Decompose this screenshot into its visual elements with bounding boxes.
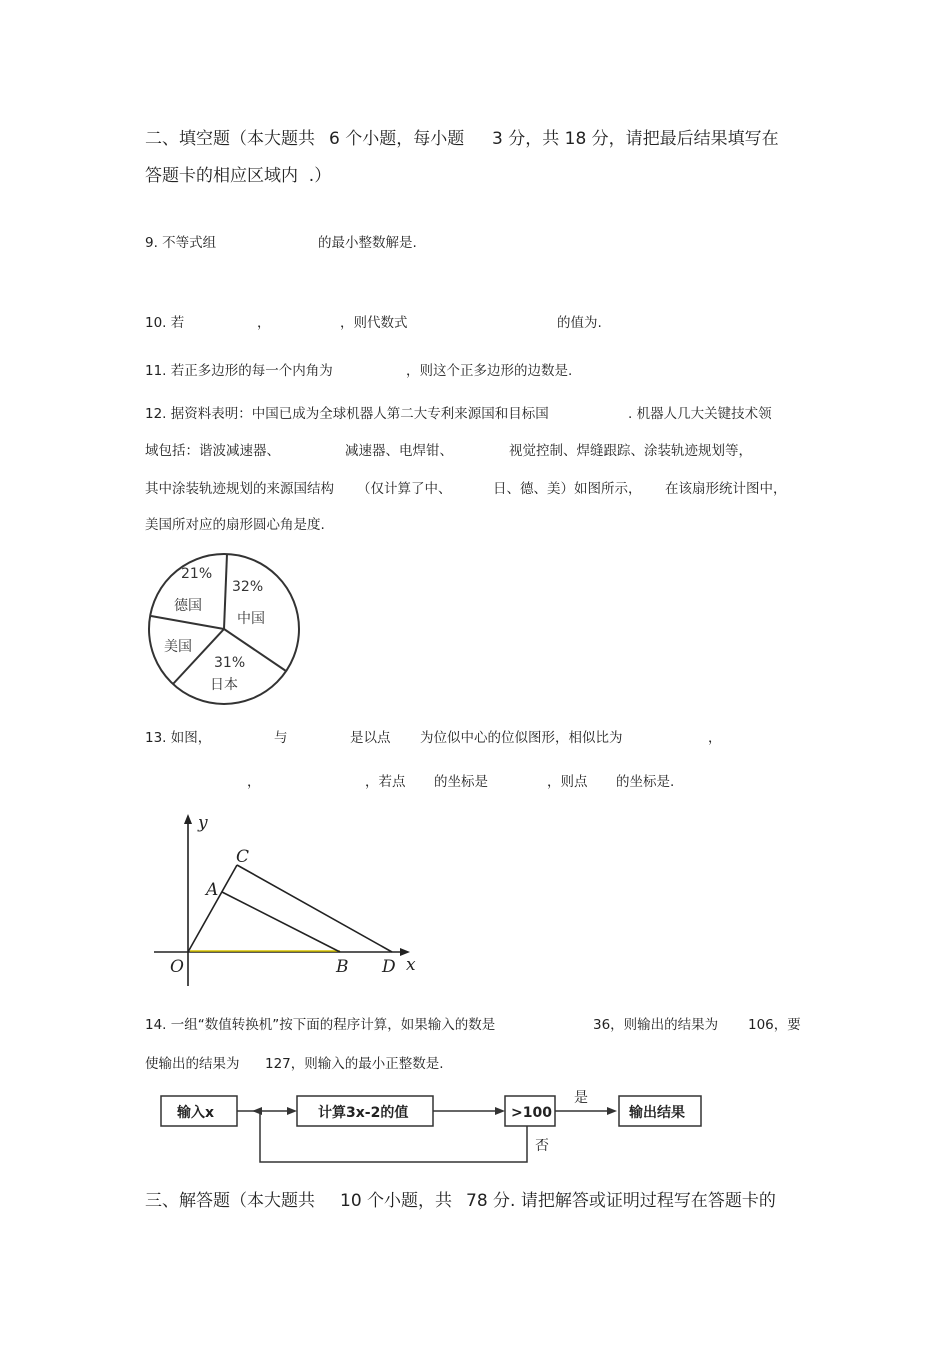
q11-text-b: ，则这个正多边形的边数是. xyxy=(406,363,573,379)
q12-line2-a: 域包括：谐波减速器、 xyxy=(145,443,280,459)
pie-figure xyxy=(140,550,310,710)
pie-label-japan-pct: 31% xyxy=(214,655,246,671)
section2-heading-line2: 答题卡的相应区域内 .） xyxy=(145,166,332,186)
pie-label-china-pct: 32% xyxy=(232,579,264,595)
q13-line1-b: 与 xyxy=(274,730,288,746)
section3-heading-part3: 78 分. 请把解答或证明过程写在答题卡的 xyxy=(466,1191,776,1211)
label-d: D xyxy=(382,957,396,977)
pie-label-china: 中国 xyxy=(237,611,265,627)
q14-line2-a: 使输出的结果为 xyxy=(145,1056,240,1072)
q14-line2-b: 127，则输入的最小正整数是. xyxy=(265,1056,444,1072)
q13-line1-a: 13. 如图， xyxy=(145,730,212,746)
flow-arrowhead-icon xyxy=(607,1107,617,1115)
pie-label-usa: 美国 xyxy=(164,639,192,655)
section3-heading-part2: 10 个小题，共 xyxy=(340,1191,453,1211)
label-c: C xyxy=(236,847,250,867)
q12-line4: 美国所对应的扇形圆心角是度. xyxy=(145,517,325,533)
section2-heading-part2: 6 个小题，每小题 xyxy=(329,129,465,149)
flow-arrowhead-icon xyxy=(252,1107,262,1115)
segment-oc xyxy=(188,865,237,952)
q11-text-a: 11. 若正多边形的每一个内角为 xyxy=(145,363,333,379)
flow-compute-label: 计算3x-2的值 xyxy=(318,1105,409,1121)
q14-line1-b: 36，则输出的结果为 xyxy=(593,1017,719,1033)
q12-line2-b: 减速器、电焊钳、 xyxy=(345,443,453,459)
q13-line2-c: 的坐标是 xyxy=(434,774,488,790)
section2-heading-part3: 3 分，共 18 分，请把最后结果填写在 xyxy=(492,129,779,149)
label-o: O xyxy=(170,957,184,977)
q10-text-a: 10. 若 xyxy=(145,315,185,331)
q12-line1-b: . 机器人几大关键技术领 xyxy=(628,406,772,422)
q13-line1-d: 为位似中心的位似图形，相似比为 xyxy=(420,730,623,746)
pie-label-japan: 日本 xyxy=(210,677,238,693)
q13-line2-a: ， xyxy=(247,774,261,790)
q10-text-d: 的值为. xyxy=(557,315,602,331)
q10-text-b: ， xyxy=(257,315,271,331)
q9-text-b: 的最小整数解是. xyxy=(318,235,417,251)
label-a: A xyxy=(206,880,219,900)
q13-line2-b: ，若点 xyxy=(365,774,406,790)
q12-line3-a: 其中涂装轨迹规划的来源国结构 xyxy=(145,481,334,497)
q12-line3-d: 在该扇形统计图中， xyxy=(665,481,787,497)
q13-line1-c: 是以点 xyxy=(350,730,391,746)
label-b: B xyxy=(336,957,349,977)
pie-label-germany: 德国 xyxy=(174,598,202,614)
section2-heading-part1: 二、填空题（本大题共 xyxy=(145,129,315,149)
q10-text-c: ，则代数式 xyxy=(340,315,408,331)
q13-line2-e: 的坐标是. xyxy=(616,774,675,790)
q12-line2-c: 视觉控制、焊缝跟踪、涂装轨迹规划等， xyxy=(509,443,752,459)
flow-output-label: 输出结果 xyxy=(629,1105,685,1121)
flow-arrowhead-icon xyxy=(287,1107,297,1115)
q13-line2-d: ，则点 xyxy=(547,774,588,790)
q9-text-a: 9. 不等式组 xyxy=(145,235,217,251)
q12-line3-b: （仅计算了中、 xyxy=(357,481,452,497)
flow-arrowhead-icon xyxy=(495,1107,505,1115)
label-x: x xyxy=(406,955,416,975)
pie-label-germany-pct: 21% xyxy=(181,566,213,582)
q12-line1-a: 12. 据资料表明：中国已成为全球机器人第二大专利来源国和目标国 xyxy=(145,406,549,422)
q12-line3-c: 日、德、美）如图所示， xyxy=(493,481,642,497)
label-y: y xyxy=(198,813,208,833)
similar-triangles-figure xyxy=(150,810,430,990)
q14-line1-c: 106，要 xyxy=(748,1017,801,1033)
y-axis-arrow-icon xyxy=(184,814,192,824)
flow-no-label: 否 xyxy=(535,1138,549,1154)
flow-compare-label: >100 xyxy=(511,1105,552,1121)
section3-heading-part1: 三、解答题（本大题共 xyxy=(145,1191,315,1211)
segment-ab xyxy=(222,892,340,952)
flowchart-figure xyxy=(155,1084,715,1168)
flow-input-label: 输入x xyxy=(177,1105,215,1121)
q13-line1-e: ， xyxy=(708,730,722,746)
flow-yes-label: 是 xyxy=(574,1090,588,1106)
q14-line1-a: 14. 一组“数值转换机”按下面的程序计算，如果输入的数是 xyxy=(145,1017,496,1033)
